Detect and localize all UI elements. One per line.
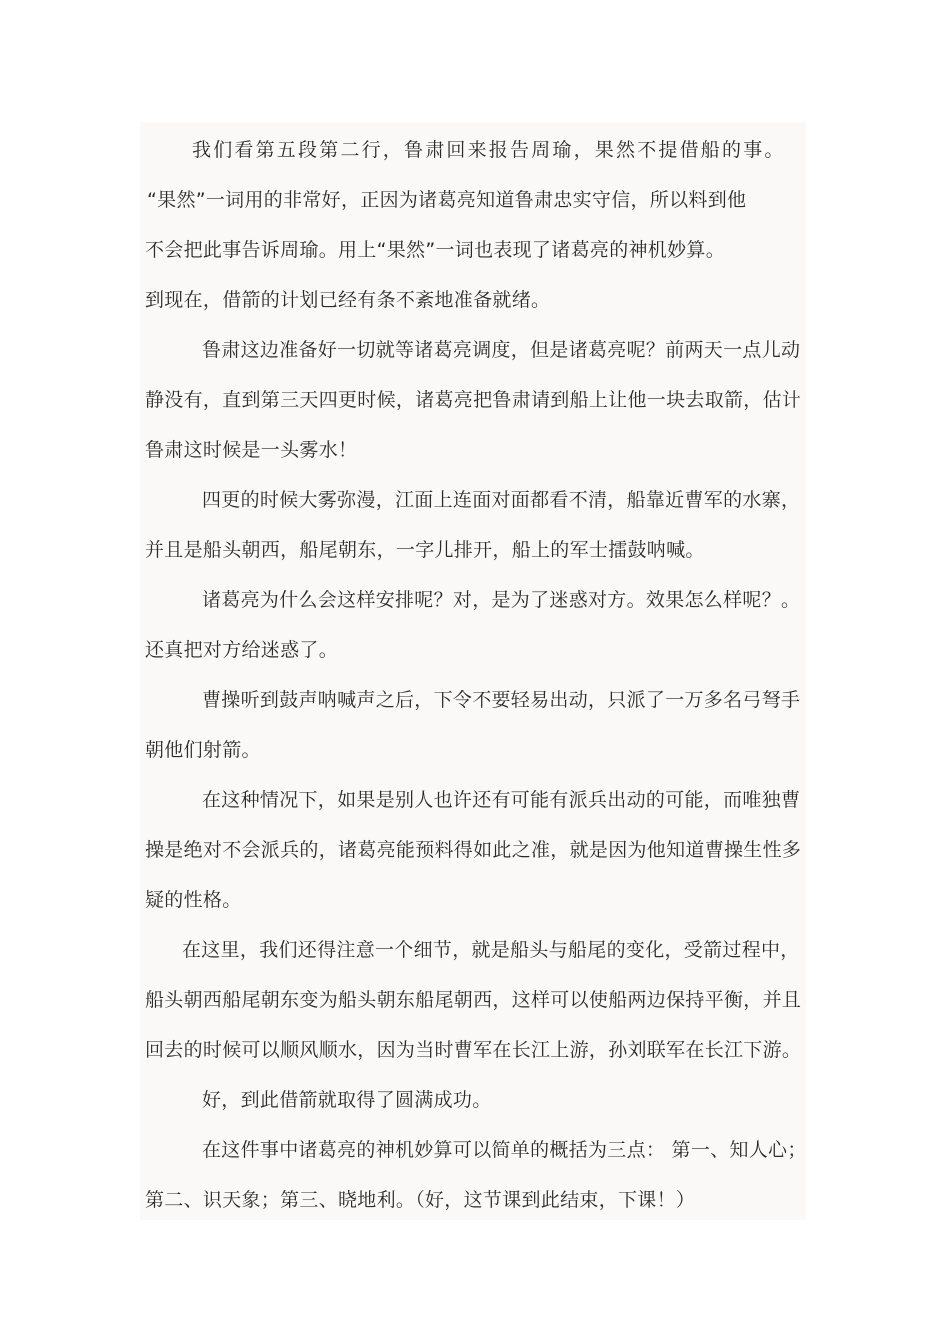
text-line: 到现在，借箭的计划已经有条不紊地准备就绪。 <box>145 289 551 311</box>
text-line: 在这种情况下，如果是别人也许还有可能有派兵出动的可能，而唯独曹 <box>202 789 801 811</box>
text-line: 鲁肃这边准备好一切就等诸葛亮调度，但是诸葛亮呢？前两天一点儿动 <box>202 339 801 361</box>
text-line: 在这件事中诸葛亮的神机妙算可以简单的概括为三点： 第一、知人心； <box>202 1139 807 1161</box>
text-line: 我们看第五段第二行，鲁肃回来报告周瑜，果然不提借船的事。 <box>192 139 786 161</box>
text-line: 静没有，直到第三天四更时候，诸葛亮把鲁肃请到船上让他一块去取箭，估计 <box>145 389 802 411</box>
text-line: 在这里，我们还得注意一个细节，就是船头与船尾的变化，受箭过程中， <box>182 939 800 961</box>
text-line: 好，到此借箭就取得了圆满成功。 <box>202 1089 492 1111</box>
text-line: 鲁肃这时候是一头雾水！ <box>145 439 358 461</box>
text-line: 船头朝西船尾朝东变为船头朝东船尾朝西，这样可以使船两边保持平衡，并且 <box>145 989 802 1011</box>
text-line: 第二、识天象；第三、晓地利。（好，这节课到此结束，下课！） <box>145 1189 696 1211</box>
text-line: 回去的时候可以顺风顺水，因为当时曹军在长江上游，孙刘联军在长江下游。 <box>145 1039 802 1061</box>
text-line: 曹操听到鼓声呐喊声之后，下令不要轻易出动，只派了一万多名弓弩手 <box>202 689 801 711</box>
text-line: “果然”一词用的非常好，正因为诸葛亮知道鲁肃忠实守信，所以料到他 <box>147 189 747 211</box>
text-line: 四更的时候大雾弥漫，江面上连面对面都看不清，船靠近曹军的水寨， <box>202 489 801 511</box>
text-line: 还真把对方给迷惑了。 <box>145 639 339 661</box>
text-line: 并且是船头朝西，船尾朝东，一字儿排开，船上的军士擂鼓呐喊。 <box>145 539 705 561</box>
text-line: 疑的性格。 <box>145 889 242 911</box>
text-line: 诸葛亮为什么会这样安排呢？对，是为了迷惑对方。效果怎么样呢？。 <box>202 589 801 611</box>
text-line: 操是绝对不会派兵的，诸葛亮能预料得如此之准，就是因为他知道曹操生性多 <box>145 839 802 861</box>
text-line: 朝他们射箭。 <box>145 739 261 761</box>
text-line: 不会把此事告诉周瑜。用上“果然”一词也表现了诸葛亮的神机妙算。 <box>145 239 725 261</box>
